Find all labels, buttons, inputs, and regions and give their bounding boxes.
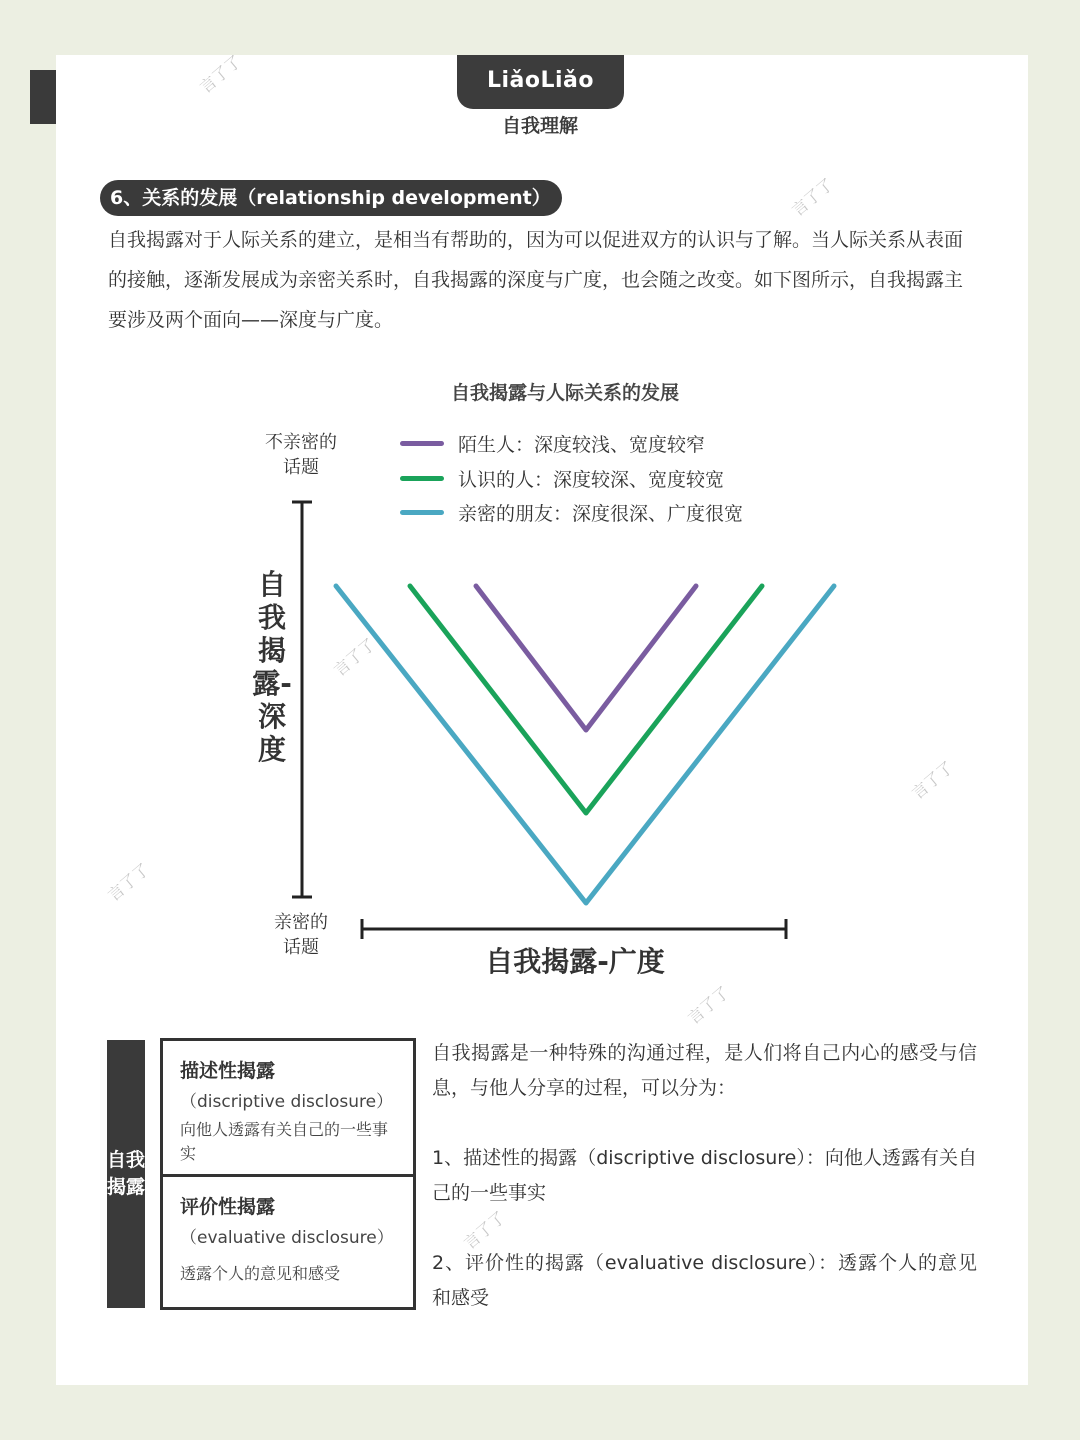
category-english: （discriptive disclosure） [180,1092,394,1112]
category-cell-evaluative [163,1177,413,1307]
intro-paragraph: 自我揭露对于人际关系的建立，是相当有帮助的，因为可以促进双方的认识与了解。当人际关系从表面的接触，逐渐发展成为亲密关系时，自我揭露的深度与广度，也会随之改变。如下图所示，自我揭露主要涉及两个面向——深度与广度。 [108,229,964,331]
watermark: 言了了 [196,51,246,97]
watermark: 言了了 [104,859,154,905]
category-title: 评价性揭露 [180,1196,276,1218]
section-title: 6、关系的发展（relationship development） [100,180,562,216]
watermark: 言了了 [460,1207,510,1253]
explanation-intro: 自我揭露是一种特殊的沟通过程，是人们将自己内心的感受与信息，与他人分享的过程，可以分为： [432,1042,977,1099]
category-english: （evaluative disclosure） [180,1228,394,1248]
brand-logo-text: LiǎoLiǎo [486,68,595,93]
category-table [160,1038,416,1310]
breadth-axis-label: 自我揭露-广度 [485,945,665,978]
close-friend-v-line [336,586,834,903]
watermark: 言了了 [330,634,380,680]
depth-axis-label: 自我揭露-深度 [252,568,292,766]
category-title: 描述性揭露 [180,1060,276,1082]
watermark: 言了了 [908,757,958,803]
bottom-note: 亲密的 话题 [274,912,328,958]
watermark: 言了了 [788,174,838,220]
legend-label: 认识的人：深度较深、宽度较宽 [458,468,725,491]
category-cell-descriptive [163,1041,413,1177]
stranger-v-line [476,586,696,730]
legend-label: 陌生人：深度较浅、宽度较窄 [458,433,706,456]
top-note: 不亲密的 话题 [265,432,337,478]
explanation-point-1: 1、描述性的揭露（discriptive disclosure）：向他人透露有关自己的一些事实 [432,1147,977,1204]
diagram-title: 自我揭露与人际关系的发展 [450,382,679,404]
watermark: 言了了 [684,982,734,1028]
header-subtitle: 自我理解 [501,115,578,137]
acquaintance-v-line [410,586,762,813]
category-tab: 自我揭露 [107,1040,145,1308]
legend-label: 亲密的朋友：深度很深、广度很宽 [458,502,744,525]
category-desc: 向他人透露有关自己的一些事实 [180,1120,389,1163]
explanation-point-2: 2、评价性的揭露（evaluative disclosure）：透露个人的意见和感受 [432,1252,977,1309]
category-desc: 透露个人的意见和感受 [180,1264,341,1283]
